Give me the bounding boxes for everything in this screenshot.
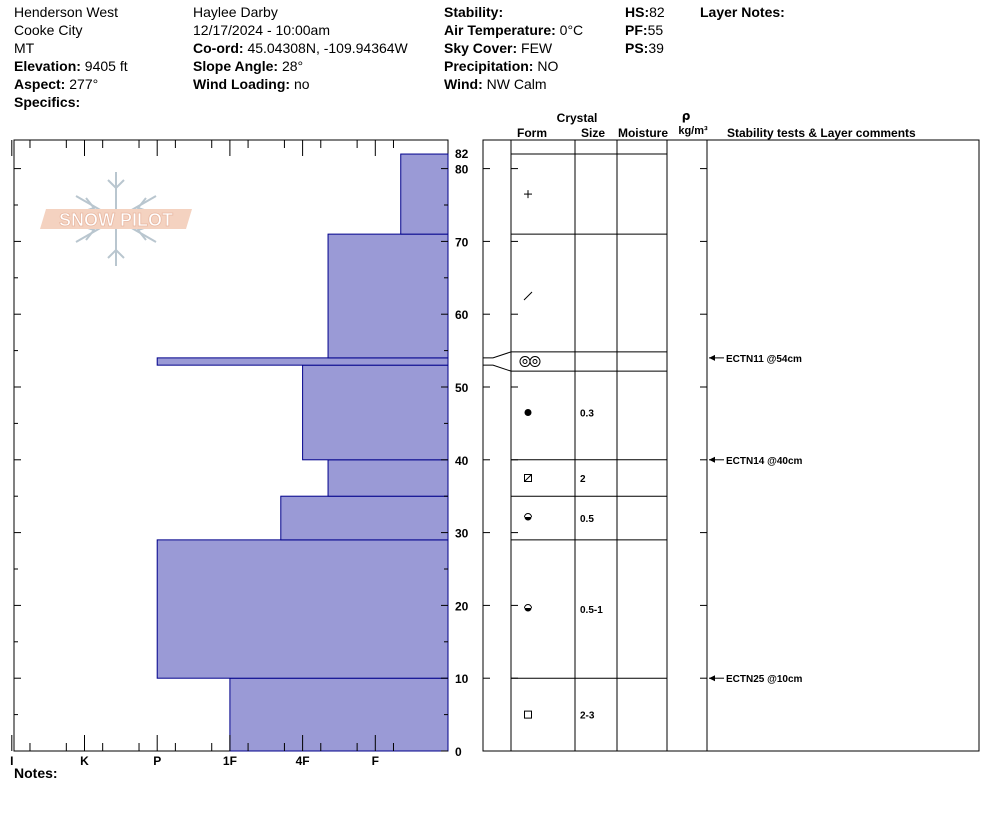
- hardness-bar: [230, 678, 448, 751]
- wind-loading: Wind Loading: no: [193, 76, 310, 92]
- height-label: 60: [455, 308, 469, 323]
- wind: Wind: NW Calm: [444, 76, 547, 92]
- aspect: Aspect: 277°: [14, 76, 99, 92]
- hardness-bar: [328, 234, 448, 358]
- height-label: 10: [455, 672, 469, 687]
- height-label: 30: [455, 526, 469, 541]
- hardness-label: K: [80, 754, 89, 768]
- pf-value: PF:55: [625, 22, 664, 38]
- crystal-size-label: 0.5: [580, 514, 594, 526]
- hardness-label: 4F: [295, 754, 310, 768]
- stability-test-label: ECTN14 @40cm: [726, 455, 803, 467]
- density-symbol: ρ: [681, 109, 691, 123]
- stability-test-label: ECTN11 @54cm: [726, 353, 802, 365]
- hardness-label: F: [371, 754, 379, 768]
- stability-tests: [709, 354, 803, 685]
- specifics: Specifics:: [14, 94, 81, 110]
- height-label: 50: [455, 381, 469, 395]
- elevation: Elevation: 9405 ft: [14, 58, 128, 74]
- stability-tests-header: Stability tests & Layer comments: [727, 126, 916, 140]
- crystal-size-label: 2: [580, 474, 586, 485]
- height-label: 70: [455, 235, 469, 250]
- slope-angle: Slope Angle: 28°: [193, 58, 304, 74]
- stability-test-label: ECTN25 @10cm: [726, 674, 803, 686]
- notes-label: Notes:: [14, 765, 58, 781]
- moisture-header: Moisture: [617, 126, 669, 140]
- area-name: Cooke City: [14, 22, 83, 38]
- hardness-bar: [281, 496, 448, 540]
- logo-text: SNOW PILOT: [59, 210, 173, 230]
- air-temperature: Air Temperature: 0°C: [444, 22, 584, 38]
- observation-datetime: 12/17/2024 - 10:00am: [193, 22, 330, 38]
- rounded-faceted-icon: [525, 514, 532, 521]
- rounded-icon: [525, 409, 532, 416]
- hardness-bar: [328, 460, 448, 496]
- observer-name: Haylee Darby: [193, 4, 278, 20]
- state-name: MT: [14, 40, 35, 56]
- height-label: 0: [455, 745, 462, 759]
- ps-value: PS:39: [625, 40, 664, 56]
- precipitation: Precipitation: NO: [444, 58, 559, 74]
- height-label: 80: [455, 162, 469, 177]
- decomposing-icon: [524, 292, 532, 300]
- rounded-faceted-icon: [525, 605, 532, 612]
- hardness-bar: [157, 540, 448, 678]
- coordinates: Co-ord: 45.04308N, -109.94364W: [193, 40, 408, 56]
- crystal-size-label: 0.5-1: [580, 605, 603, 617]
- crystal-size-label: 2-3: [580, 710, 595, 722]
- hs-value: HS:82: [625, 4, 665, 20]
- new-snow-icon: [524, 190, 532, 198]
- layer-notes: Layer Notes:: [700, 4, 785, 20]
- hardness-label: P: [153, 754, 162, 768]
- test-arrow-head: [709, 355, 715, 361]
- hardness-bar: [303, 365, 448, 460]
- hardness-bars: [157, 154, 448, 751]
- hardness-label: 1F: [222, 754, 237, 768]
- layer-connector: [483, 365, 511, 371]
- height-label: 82: [455, 147, 469, 162]
- surface-hoar-icon: [520, 357, 540, 367]
- faceted-rounded-icon: [525, 475, 532, 482]
- hardness-label: I: [10, 754, 14, 768]
- height-label: 40: [455, 453, 469, 468]
- height-label: 20: [455, 599, 469, 614]
- hardness-bar: [401, 154, 448, 234]
- crystal-size-label: 0.3: [580, 408, 594, 420]
- test-arrow-head: [709, 675, 715, 681]
- test-arrow-head: [709, 457, 715, 463]
- sky-cover: Sky Cover: FEW: [444, 40, 553, 56]
- density-unit: kg/m³: [678, 125, 708, 137]
- size-header: Size: [580, 126, 606, 140]
- layer-table-frame: [483, 140, 979, 751]
- square-icon: [525, 711, 532, 718]
- crystal-header: Crystal: [556, 111, 598, 125]
- snowpilot-logo: [40, 172, 192, 266]
- location-name: Henderson West: [14, 4, 119, 20]
- form-header: Form: [517, 126, 547, 140]
- stability: Stability:: [444, 4, 504, 20]
- layer-connector: [483, 352, 511, 358]
- hardness-bar: [157, 358, 448, 365]
